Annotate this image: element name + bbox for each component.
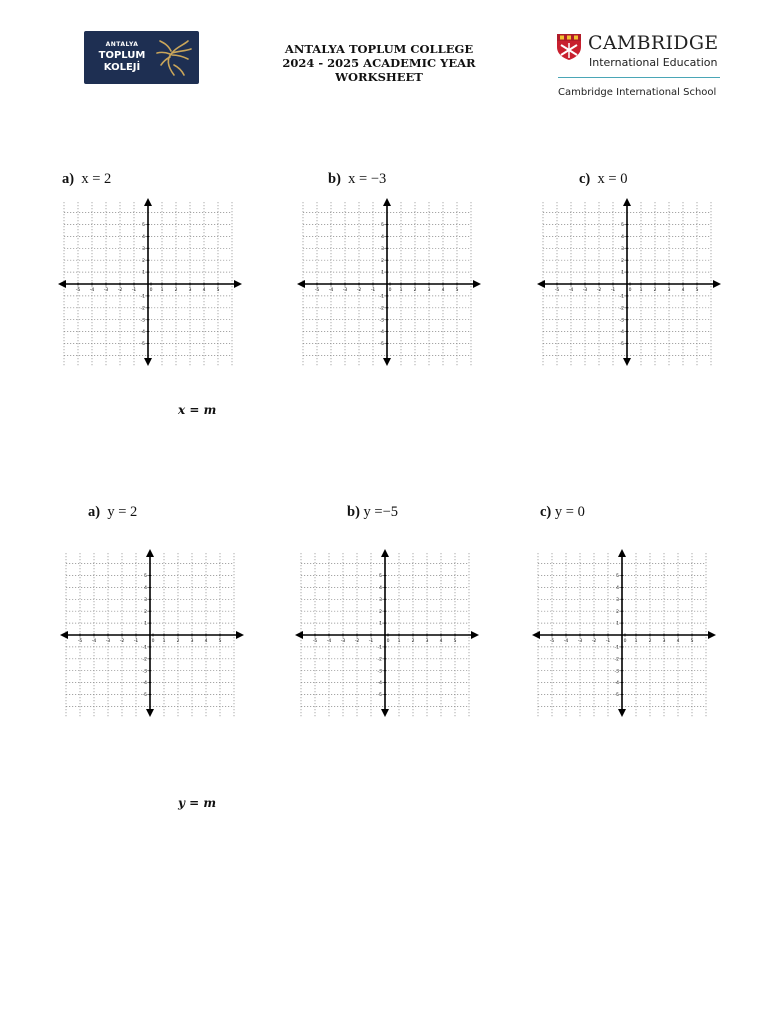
y-tick-label: -5 [379,342,384,348]
axis-arrowhead [618,549,626,557]
y-tick-label: -5 [619,342,624,348]
axis-arrowhead [297,280,305,288]
y-tick-label: 2 [144,609,147,615]
problem-y-b [347,504,398,521]
grid-svg [56,196,244,368]
x-tick-label: 5 [218,639,222,644]
y-tick-label: 5 [144,574,147,580]
y-tick-label: -3 [377,669,382,675]
problem-letter: b) [347,504,360,520]
axis-arrowhead [146,709,154,717]
y-tick-label: 3 [616,597,619,603]
y-tick-label: -4 [142,681,147,687]
x-tick-label: 5 [690,639,694,644]
axis-arrowhead [471,631,479,639]
grid-svg [58,547,246,719]
y-tick-label: 4 [379,586,382,591]
y-tick-label: -1 [377,645,382,651]
x-tick-label: 5 [453,639,457,644]
y-tick-label: -3 [379,318,384,324]
y-tick-label: 3 [144,597,147,603]
general-formula-y: y = m [178,796,217,810]
y-tick-label: -4 [140,330,145,336]
axis-arrowhead [618,709,626,717]
x-tick-label: -1 [370,288,376,293]
cambridge-brand: CAMBRIDGE [588,32,719,54]
phoenix-icon [154,37,194,79]
y-tick-label: -1 [614,645,619,651]
x-tick-label: 2 [648,639,652,644]
axis-arrowhead [713,280,721,288]
title-line-3: WORKSHEET [335,70,423,84]
x-tick-label: -4 [89,288,95,293]
axis-arrowhead [383,358,391,366]
problem-equation: x = 2 [81,171,112,187]
y-tick-label: -2 [619,306,624,312]
x-tick-label: 5 [216,288,220,293]
logo-divider [558,77,720,78]
x-tick-label: 1 [160,288,164,293]
y-tick-label: -2 [142,657,147,663]
axis-arrowhead [234,280,242,288]
axis-arrowhead [532,631,540,639]
problem-letter: b) [328,171,341,187]
x-tick-label: 2 [411,639,415,644]
logo-line-3: KOLEJİ [103,62,141,73]
y-tick-label: 5 [142,223,145,229]
coordinate-grid[interactable] [530,547,718,719]
problem-letter: c) [579,171,591,187]
y-tick-label: 1 [379,621,382,627]
logo-line-2: TOPLUM [98,50,146,61]
problem-letter: a) [62,171,75,187]
axis-arrowhead [146,549,154,557]
y-tick-label: -3 [619,318,624,324]
y-tick-label: -5 [142,693,147,699]
x-tick-label: 1 [639,288,643,293]
grid-svg [535,196,723,368]
axis-arrowhead [236,631,244,639]
y-tick-label: -3 [142,669,147,675]
grid-svg [293,547,481,719]
logo-line-1: ANTALYA [105,41,139,48]
axis-arrowhead [381,709,389,717]
title-line-2: 2024 - 2025 ACADEMIC YEAR [282,56,476,70]
cambridge-crest-icon [556,33,582,61]
y-tick-label: -3 [614,669,619,675]
y-tick-label: 2 [379,609,382,615]
axis-arrowhead [623,358,631,366]
coordinate-grid[interactable] [535,196,723,368]
x-tick-label: 2 [653,288,657,293]
title-line-1: ANTALYA TOPLUM COLLEGE [284,42,474,56]
y-tick-label: -2 [614,657,619,663]
axis-arrowhead [708,631,716,639]
y-tick-label: -1 [619,294,624,300]
y-tick-label: 5 [381,223,384,229]
x-tick-label: -2 [591,639,597,644]
problem-equation: y = 2 [107,504,138,520]
x-tick-label: 0 [386,639,390,644]
y-tick-label: -1 [379,294,384,300]
grid-svg [530,547,718,719]
x-tick-label: -3 [582,288,588,293]
x-tick-label: 1 [399,288,403,293]
x-tick-label: 2 [413,288,417,293]
y-tick-label: 5 [379,574,382,580]
x-tick-label: -2 [596,288,602,293]
x-tick-label: -1 [368,639,374,644]
coordinate-grid[interactable] [295,196,483,368]
x-tick-label: 3 [427,288,431,293]
x-tick-label: -2 [356,288,362,293]
cambridge-school-name: Cambridge International School [558,87,717,98]
cambridge-subtitle: International Education [589,56,718,69]
y-tick-label: 4 [142,235,145,240]
axis-arrowhead [537,280,545,288]
problem-equation: x = −3 [348,171,387,187]
x-tick-label: 3 [188,288,192,293]
x-tick-label: 3 [425,639,429,644]
y-tick-label: -2 [377,657,382,663]
x-tick-label: 0 [151,639,155,644]
x-tick-label: -5 [75,288,81,293]
problem-y-c [540,504,585,521]
axis-arrowhead [295,631,303,639]
y-tick-label: 1 [142,270,145,276]
x-tick-label: -1 [131,288,137,293]
x-tick-label: 4 [202,288,206,293]
x-tick-label: -1 [605,639,611,644]
x-tick-label: -4 [568,288,574,293]
x-tick-label: -1 [610,288,616,293]
y-tick-label: 5 [621,223,624,229]
y-tick-label: -4 [614,681,619,687]
x-tick-label: 2 [176,639,180,644]
problem-x-a [62,171,111,188]
y-tick-label: -5 [140,342,145,348]
x-tick-label: -5 [77,639,83,644]
y-tick-label: 1 [621,270,624,276]
coordinate-grid[interactable] [58,547,246,719]
axis-arrowhead [144,198,152,206]
y-tick-label: 3 [381,246,384,252]
y-tick-label: 1 [144,621,147,627]
problem-equation: y = 0 [554,504,585,520]
x-tick-label: 3 [667,288,671,293]
x-tick-label: 1 [397,639,401,644]
axis-arrowhead [58,280,66,288]
x-tick-label: 2 [174,288,178,293]
x-tick-label: -4 [326,639,332,644]
problem-equation: y =−5 [363,504,399,520]
x-tick-label: -4 [563,639,569,644]
y-tick-label: 4 [621,235,624,240]
y-tick-label: -2 [379,306,384,312]
coordinate-grid[interactable] [293,547,481,719]
y-tick-label: -5 [614,693,619,699]
x-tick-label: 5 [455,288,459,293]
x-tick-label: -3 [577,639,583,644]
y-tick-label: 1 [616,621,619,627]
y-tick-label: 4 [144,586,147,591]
x-tick-label: 4 [676,639,680,644]
grid-svg [295,196,483,368]
x-tick-label: 3 [190,639,194,644]
y-tick-label: -4 [377,681,382,687]
x-tick-label: -3 [342,288,348,293]
x-tick-label: 1 [162,639,166,644]
worksheet-title [259,42,499,84]
x-tick-label: -2 [354,639,360,644]
problem-letter: c) [540,504,552,520]
y-tick-label: -1 [140,294,145,300]
x-tick-label: -1 [133,639,139,644]
axis-arrowhead [381,549,389,557]
x-tick-label: 1 [634,639,638,644]
y-tick-label: 3 [379,597,382,603]
y-tick-label: 5 [616,574,619,580]
x-tick-label: -5 [312,639,318,644]
problem-letter: a) [88,504,101,520]
y-tick-label: 4 [381,235,384,240]
problem-x-b [328,171,386,188]
x-tick-label: 4 [681,288,685,293]
y-tick-label: 2 [381,258,384,264]
x-tick-label: -4 [91,639,97,644]
y-tick-label: -3 [140,318,145,324]
y-tick-label: 4 [616,586,619,591]
x-tick-label: 0 [388,288,392,293]
x-tick-label: -4 [328,288,334,293]
x-tick-label: -3 [340,639,346,644]
y-tick-label: 2 [142,258,145,264]
x-tick-label: 4 [439,639,443,644]
y-tick-label: -1 [142,645,147,651]
y-tick-label: -4 [379,330,384,336]
x-tick-label: -5 [314,288,320,293]
x-tick-label: 0 [628,288,632,293]
x-tick-label: -5 [554,288,560,293]
x-tick-label: -2 [117,288,123,293]
antalya-toplum-logo [84,31,199,84]
problem-x-c [579,171,627,188]
x-tick-label: 4 [204,639,208,644]
x-tick-label: 0 [149,288,153,293]
y-tick-label: 2 [616,609,619,615]
general-formula-x: x = m [178,403,217,417]
x-tick-label: -2 [119,639,125,644]
axis-arrowhead [144,358,152,366]
x-tick-label: 0 [623,639,627,644]
axis-arrowhead [473,280,481,288]
axis-arrowhead [383,198,391,206]
problem-equation: x = 0 [597,171,628,187]
x-tick-label: -5 [549,639,555,644]
cambridge-logo [556,30,726,102]
y-tick-label: 3 [142,246,145,252]
y-tick-label: 1 [381,270,384,276]
axis-arrowhead [60,631,68,639]
y-tick-label: 3 [621,246,624,252]
coordinate-grid[interactable] [56,196,244,368]
x-tick-label: 4 [441,288,445,293]
y-tick-label: -5 [377,693,382,699]
y-tick-label: -2 [140,306,145,312]
x-tick-label: -3 [103,288,109,293]
x-tick-label: -3 [105,639,111,644]
y-tick-label: 2 [621,258,624,264]
problem-y-a [88,504,137,521]
x-tick-label: 5 [695,288,699,293]
y-tick-label: -4 [619,330,624,336]
axis-arrowhead [623,198,631,206]
x-tick-label: 3 [662,639,666,644]
